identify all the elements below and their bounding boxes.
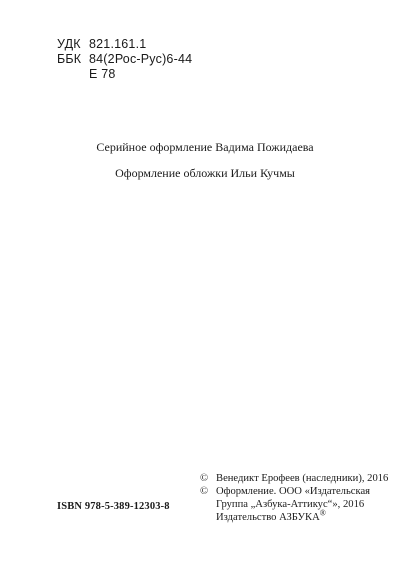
copyright-symbol-1: © [200,473,209,484]
bbk-value: 84(2Рос-Рус)6-44 [89,52,193,66]
publisher-name: Издательство АЗБУКА [216,512,320,523]
registered-trademark-mark: ® [319,508,326,518]
udk-value: 821.161.1 [89,37,147,51]
copyright-line-design-2: Группа „Азбука-Аттикус“», 2016 [216,499,365,510]
bbk-label: ББК [57,52,82,66]
copyright-block [200,473,405,537]
copyright-line-design-1: Оформление. ООО «Издательская [216,486,371,497]
copyright-line-publisher [216,508,326,525]
isbn-number: ISBN 978-5-389-12303-8 [57,501,170,512]
author-mark: Е 78 [89,67,116,81]
cover-design-credit: Оформление обложки Ильи Кучмы [115,166,295,180]
copyright-symbol-2: © [200,486,209,497]
catalog-codes [57,37,277,85]
copyright-line-author: Венедикт Ерофеев (наследники), 2016 [216,473,389,484]
udk-label: УДК [57,37,81,51]
series-design-credit: Серийное оформление Вадима Пожидаева [96,140,314,154]
